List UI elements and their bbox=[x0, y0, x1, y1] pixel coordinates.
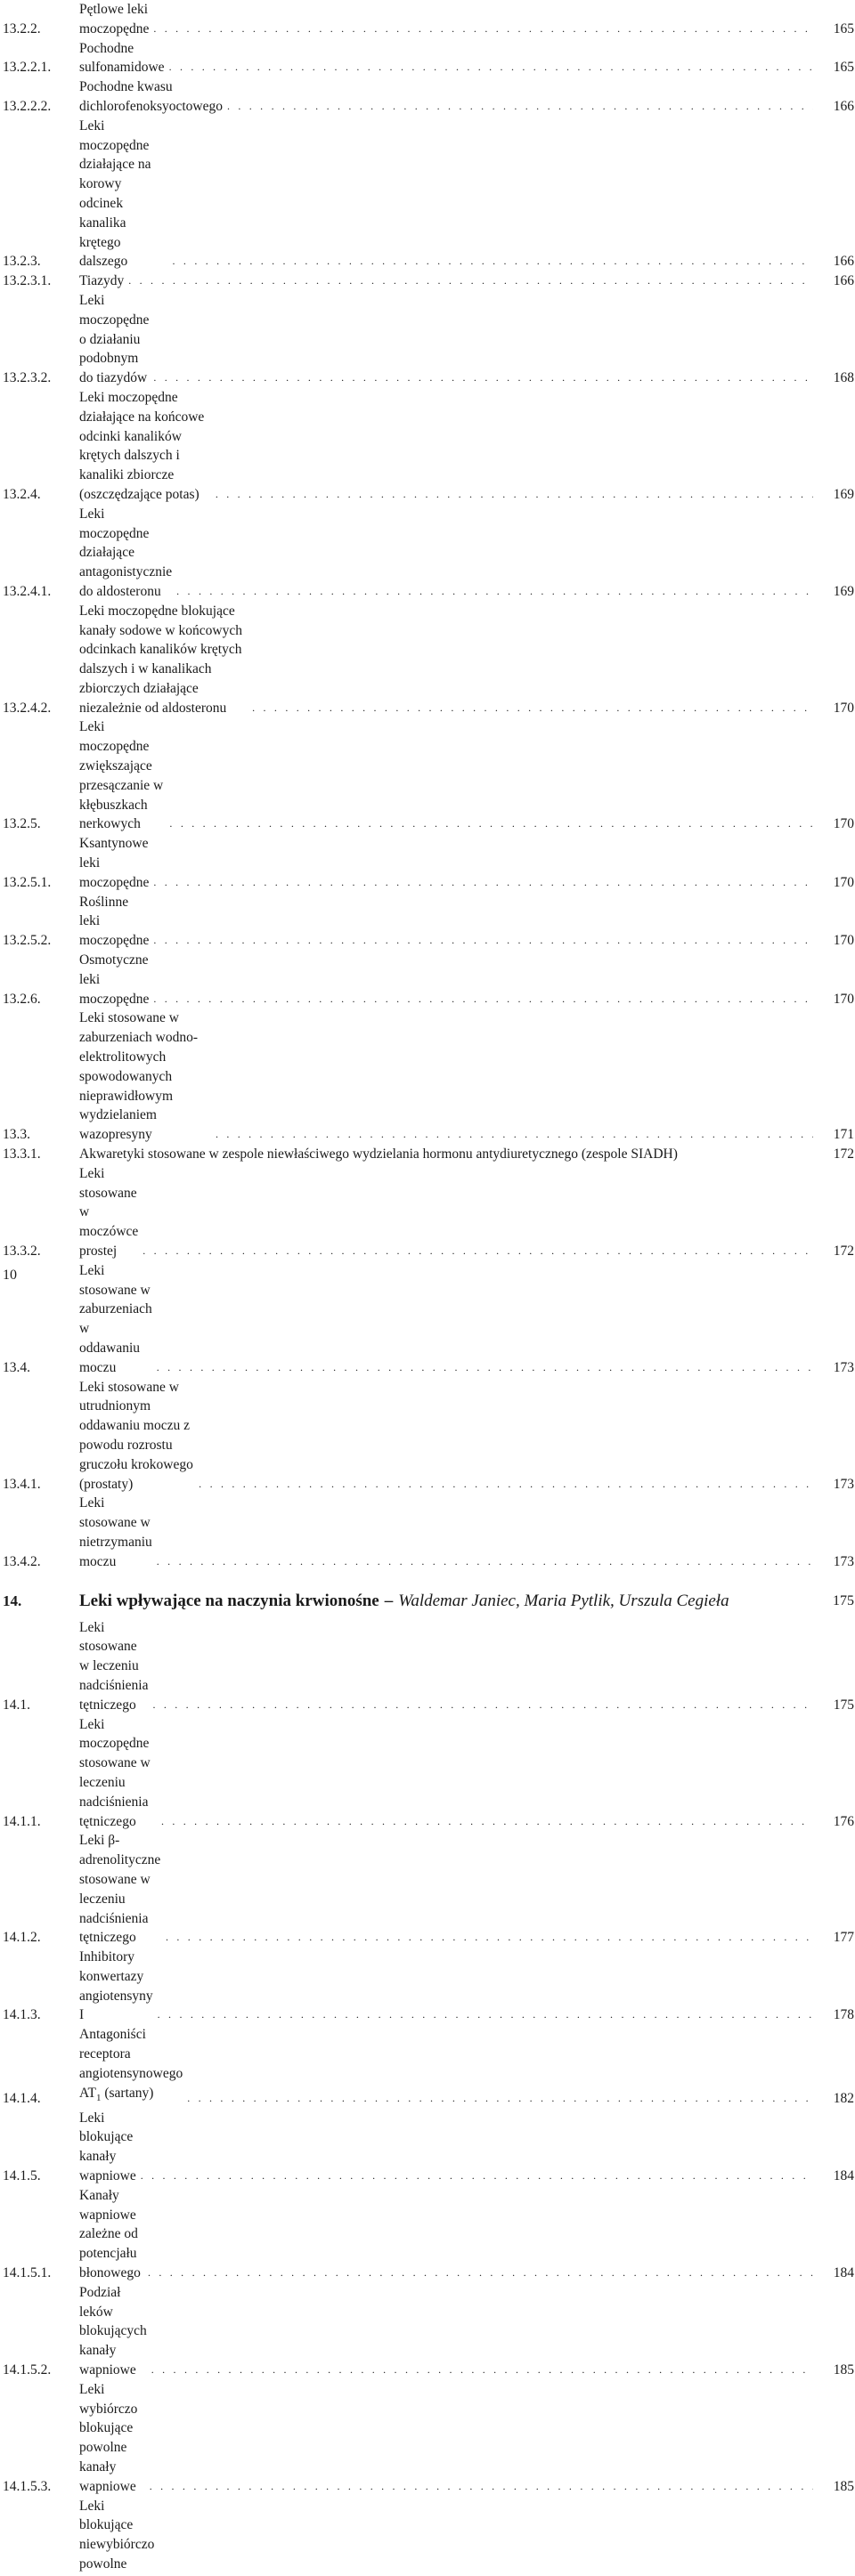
leader-dots bbox=[152, 1696, 813, 1715]
leader-dots bbox=[153, 873, 813, 893]
entry-number: 13.2.2. bbox=[3, 20, 79, 39]
entry-page: 178 bbox=[817, 2005, 854, 2025]
entry-title: Leki moczopędne zwiększające przesączanie w kłębuszkach nerkowych bbox=[79, 717, 165, 834]
entry-title: Leki moczopędne stosowane w leczeniu nadciśnienia tętniczego bbox=[79, 1715, 157, 1832]
leader-dots bbox=[227, 97, 813, 117]
entry-number: 14.1.2. bbox=[3, 1928, 79, 1948]
entry-title: Tiazydy bbox=[79, 271, 124, 291]
entry-number: 14.1.1. bbox=[3, 1812, 79, 1832]
leader-dots bbox=[153, 369, 813, 388]
entry-number: 13.2.2.1. bbox=[3, 58, 79, 77]
leader-dots bbox=[199, 1475, 813, 1495]
toc-entry bbox=[3, 2025, 854, 2108]
entry-title: Leki β-adrenolityczne stosowane w leczeniu nadciśnienia tętniczego bbox=[79, 1831, 161, 1948]
entry-page: 172 bbox=[817, 1145, 854, 1164]
entry-title: Leki stosowane w nietrzymaniu moczu bbox=[79, 1494, 152, 1571]
entry-page: 165 bbox=[817, 20, 854, 39]
toc-entry bbox=[3, 0, 854, 39]
entry-title: Inhibitory konwertazy angiotensyny I bbox=[79, 1948, 153, 2025]
toc-entry bbox=[3, 1009, 854, 1145]
toc-entry bbox=[3, 1715, 854, 1832]
leader-dots bbox=[216, 485, 813, 505]
toc-entry bbox=[3, 2380, 854, 2497]
leader-dots bbox=[142, 1242, 813, 1261]
entry-page: 169 bbox=[817, 485, 854, 505]
entry-page: 173 bbox=[817, 1552, 854, 1572]
leader-dots bbox=[157, 1552, 813, 1572]
entry-number: 14.1.5.1. bbox=[3, 2264, 79, 2283]
table-of-contents bbox=[3, 0, 854, 2576]
chapter-authors: Waldemar Janiec, Maria Pytlik, Urszula Cegieła bbox=[398, 1590, 729, 1613]
entry-page: 184 bbox=[817, 2167, 854, 2186]
toc-entry bbox=[3, 2186, 854, 2283]
toc-entry bbox=[3, 1494, 854, 1571]
leader-dots bbox=[128, 271, 813, 291]
leader-dots bbox=[153, 20, 813, 39]
entry-title: Podział leków blokujących kanały wapniowe bbox=[79, 2283, 147, 2380]
entry-title: Leki blokujące kanały wapniowe bbox=[79, 2109, 136, 2186]
toc-entry bbox=[3, 388, 854, 505]
entry-title: Leki moczopędne działające na końcowe odcinki kanalików krętych dalszych i kanaliki zbiorcze (oszczędzające potas) bbox=[79, 388, 211, 505]
entry-number: 13.2.2.2. bbox=[3, 97, 79, 117]
leader-dots bbox=[151, 2361, 813, 2380]
entry-page: 166 bbox=[817, 271, 854, 291]
leader-dots bbox=[153, 990, 813, 1009]
toc-entry bbox=[3, 717, 854, 834]
toc-section-13 bbox=[3, 0, 854, 1572]
entry-title: Roślinne leki moczopędne bbox=[79, 893, 149, 951]
leader-dots bbox=[169, 58, 813, 77]
entry-page: 185 bbox=[817, 2361, 854, 2380]
entry-number: 13.2.4.2. bbox=[3, 699, 79, 718]
toc-section-14 bbox=[3, 1618, 854, 2576]
entry-number: 14.1.5. bbox=[3, 2167, 79, 2186]
entry-page: 169 bbox=[817, 582, 854, 602]
entry-page: 182 bbox=[817, 2089, 854, 2109]
entry-page: 177 bbox=[817, 1928, 854, 1948]
toc-entry bbox=[3, 2109, 854, 2186]
entry-number: 13.2.5.1. bbox=[3, 873, 79, 893]
entry-page: 171 bbox=[817, 1125, 854, 1145]
toc-entry bbox=[3, 271, 854, 291]
toc-entry bbox=[3, 1378, 854, 1495]
entry-number: 13.4.1. bbox=[3, 1475, 79, 1495]
entry-number: 14.1.4. bbox=[3, 2089, 79, 2109]
entry-title: Pochodne kwasu dichlorofenoksyoctowego bbox=[79, 77, 223, 117]
toc-entry bbox=[3, 77, 854, 117]
entry-page: 176 bbox=[817, 1812, 854, 1832]
chapter-dash: – bbox=[385, 1590, 394, 1613]
chapter-title: Leki wpływające na naczynia krwionośne bbox=[79, 1590, 379, 1613]
toc-entry bbox=[3, 2283, 854, 2380]
entry-page: 175 bbox=[817, 1696, 854, 1715]
toc-entry bbox=[3, 39, 854, 78]
entry-page: 184 bbox=[817, 2264, 854, 2283]
entry-page: 170 bbox=[817, 873, 854, 893]
entry-page: 170 bbox=[817, 699, 854, 718]
entry-number: 14.1. bbox=[3, 1696, 79, 1715]
chapter-page: 175 bbox=[817, 1590, 854, 1613]
entry-title: Leki stosowane w zaburzeniach w oddawaniu moczu bbox=[79, 1261, 152, 1378]
entry-title: Leki stosowane w leczeniu nadciśnienia tętniczego bbox=[79, 1618, 148, 1715]
toc-entry bbox=[3, 1948, 854, 2025]
toc-entry bbox=[3, 291, 854, 388]
entry-title: Leki wybiórczo blokujące powolne kanały wapniowe bbox=[79, 2380, 145, 2497]
toc-entry bbox=[3, 505, 854, 602]
entry-page: 168 bbox=[817, 369, 854, 388]
toc-entry bbox=[3, 834, 854, 892]
entry-number: 13.2.5. bbox=[3, 814, 79, 834]
entry-number: 13.4.2. bbox=[3, 1552, 79, 1572]
leader-dots bbox=[153, 931, 813, 951]
entry-title: Leki moczopędne działające antagonistycznie do aldosteronu bbox=[79, 505, 172, 602]
entry-page: 170 bbox=[817, 931, 854, 951]
chapter-number: 14. bbox=[3, 1590, 79, 1613]
entry-title: Osmotyczne leki moczopędne bbox=[79, 951, 149, 1009]
toc-entry bbox=[3, 1831, 854, 1948]
entry-number: 13.3. bbox=[3, 1125, 79, 1145]
leader-dots bbox=[166, 1928, 813, 1948]
entry-number: 13.2.4. bbox=[3, 485, 79, 505]
entry-title: Kanały wapniowe zależne od potencjału błonowego bbox=[79, 2186, 143, 2283]
entry-title: Leki moczopędne o działaniu podobnym do tiazydów bbox=[79, 291, 149, 388]
leader-dots bbox=[252, 699, 813, 718]
toc-entry bbox=[3, 2497, 854, 2576]
entry-title: Leki stosowane w zaburzeniach wodno-elektrolitowych spowodowanych nieprawidłowym wydzielaniem wazopresyny bbox=[79, 1009, 211, 1145]
toc-entry bbox=[3, 602, 854, 718]
entry-page: 170 bbox=[817, 990, 854, 1009]
leader-dots bbox=[148, 2264, 813, 2283]
entry-title: Akwaretyki stosowane w zespole niewłaściwego wydzielania hormonu antydiuretycznego (zespole SIADH) bbox=[79, 1145, 678, 1164]
toc-entry bbox=[3, 117, 854, 271]
entry-title: Antagoniści receptora angiotensynowego $AT_1$ (sartany) bbox=[79, 2025, 183, 2108]
entry-page: 166 bbox=[817, 97, 854, 117]
leader-dots bbox=[157, 1358, 813, 1378]
leader-dots bbox=[169, 814, 813, 834]
toc-entry bbox=[3, 1164, 854, 1261]
page-number: 10 bbox=[3, 1268, 17, 1284]
entry-page: 173 bbox=[817, 1358, 854, 1378]
chapter-heading bbox=[3, 1590, 854, 1613]
leader-dots bbox=[161, 1812, 813, 1832]
entry-page: 166 bbox=[817, 252, 854, 271]
entry-page: 165 bbox=[817, 58, 854, 77]
toc-entry bbox=[3, 1618, 854, 1715]
entry-page: 185 bbox=[817, 2477, 854, 2497]
toc-entry bbox=[3, 893, 854, 951]
leader-dots bbox=[187, 2089, 813, 2109]
leader-dots bbox=[216, 1125, 813, 1145]
entry-page: 172 bbox=[817, 1242, 854, 1261]
toc-entry bbox=[3, 951, 854, 1009]
leader-dots bbox=[173, 252, 813, 271]
entry-number: 13.2.4.1. bbox=[3, 582, 79, 602]
entry-number: 13.2.6. bbox=[3, 990, 79, 1009]
entry-title: Leki stosowane w moczówce prostej bbox=[79, 1164, 138, 1261]
entry-title: Leki stosowane w utrudnionym oddawaniu moczu z powodu rozrostu gruczołu krokowego (prostaty) bbox=[79, 1378, 194, 1495]
entry-page: 173 bbox=[817, 1475, 854, 1495]
entry-title: Pochodne sulfonamidowe bbox=[79, 39, 165, 78]
entry-title: Ksantynowe leki moczopędne bbox=[79, 834, 149, 892]
entry-number: 14.1.5.3. bbox=[3, 2477, 79, 2497]
leader-dots bbox=[141, 2167, 813, 2186]
entry-title: Leki blokujące niewybiórczo powolne bbox=[79, 2497, 154, 2576]
entry-title: Leki moczopędne blokujące kanały sodowe w końcowych odcinkach kanalików krętych dalszych i w kanalikach zbiorczych działające niezależnie od aldosteronu bbox=[79, 602, 248, 718]
leader-dots bbox=[176, 582, 813, 602]
entry-title: Pętlowe leki moczopędne bbox=[79, 0, 149, 39]
entry-number: 14.1.3. bbox=[3, 2005, 79, 2025]
entry-number: 14.1.5.2. bbox=[3, 2361, 79, 2380]
entry-number: 13.2.3.2. bbox=[3, 369, 79, 388]
entry-number: 13.2.3.1. bbox=[3, 271, 79, 291]
entry-title: Leki moczopędne działające na korowy odcinek kanalika krętego dalszego bbox=[79, 117, 168, 271]
entry-number: 13.2.5.2. bbox=[3, 931, 79, 951]
toc-entry bbox=[3, 1261, 854, 1378]
entry-number: 13.4. bbox=[3, 1358, 79, 1378]
entry-number: 13.3.2. bbox=[3, 1242, 79, 1261]
leader-dots bbox=[158, 2005, 813, 2025]
entry-number: 13.2.3. bbox=[3, 252, 79, 271]
leader-dots bbox=[150, 2477, 813, 2497]
entry-number: 13.3.1. bbox=[3, 1145, 79, 1164]
toc-entry bbox=[3, 1145, 854, 1164]
entry-page: 170 bbox=[817, 814, 854, 834]
